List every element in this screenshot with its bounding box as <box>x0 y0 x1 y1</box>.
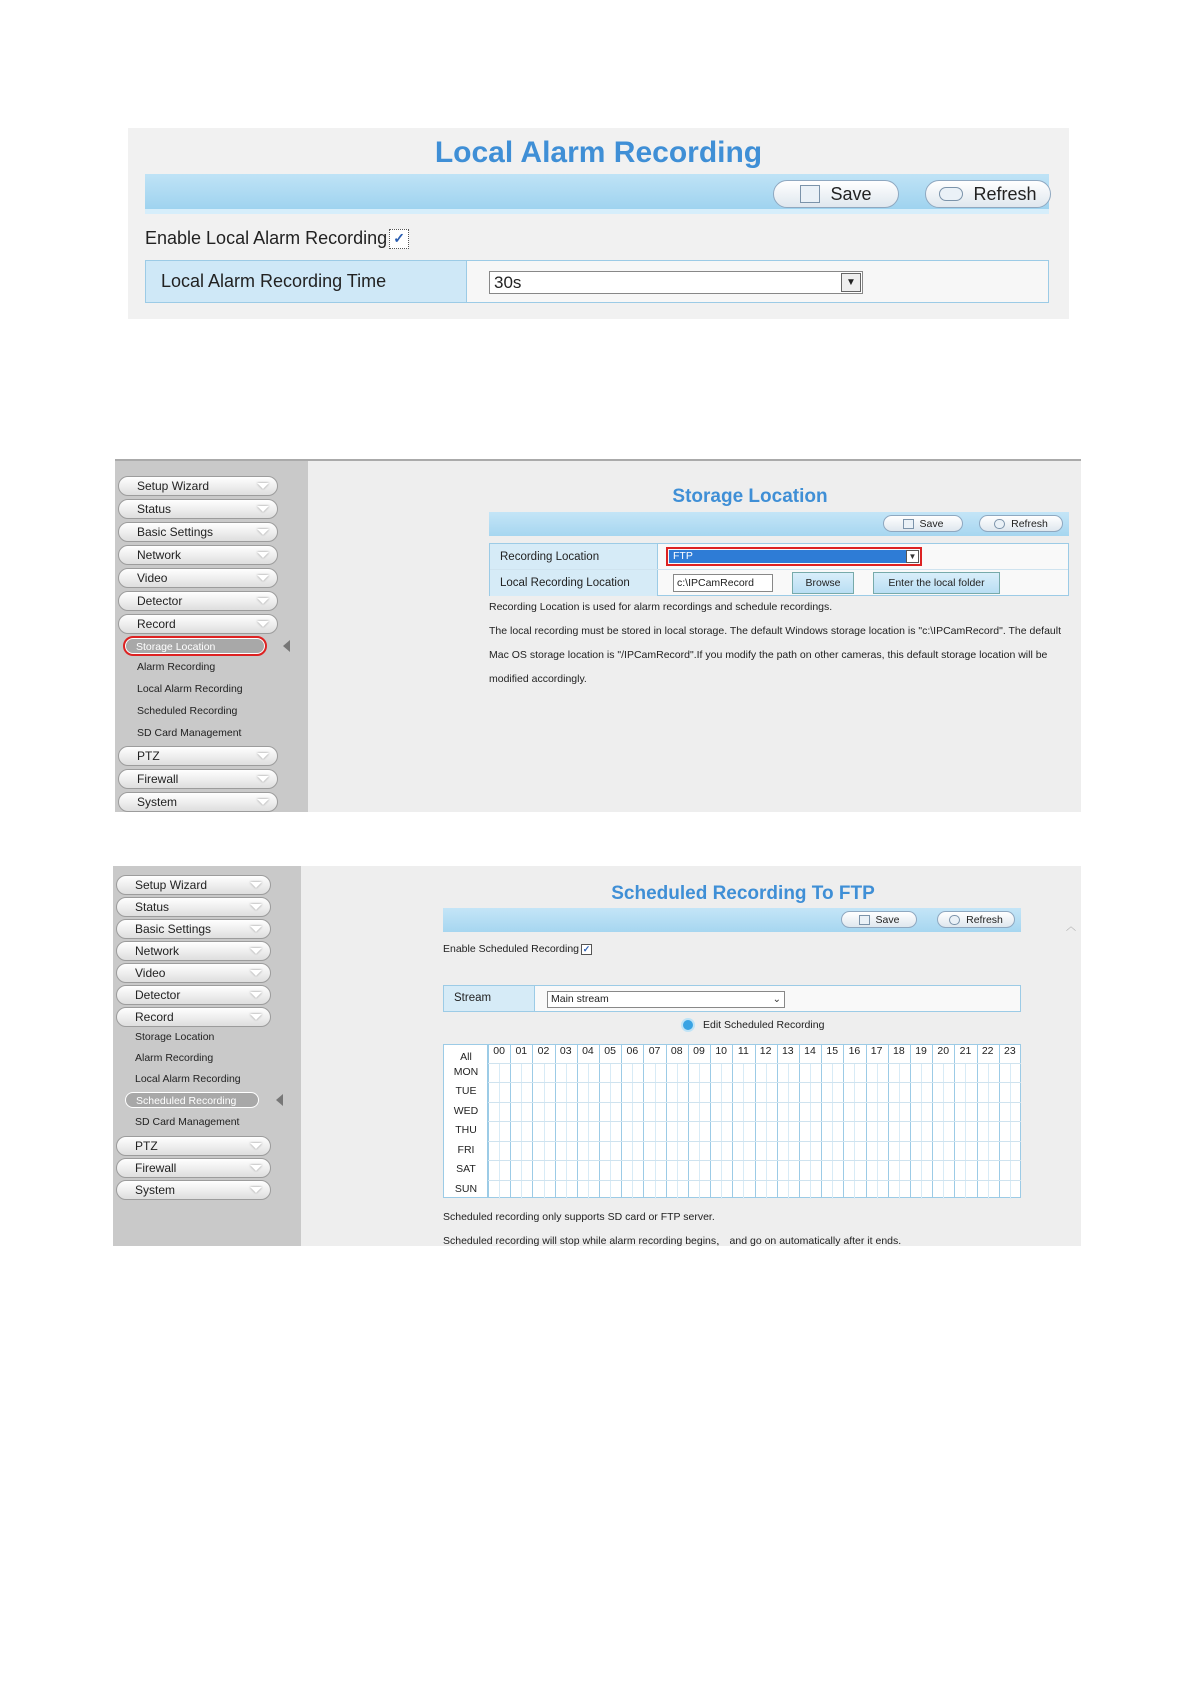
refresh-arrow-icon <box>949 915 960 925</box>
enable-label: Enable Local Alarm Recording <box>145 228 388 248</box>
menu-video[interactable] <box>118 568 278 588</box>
day-label[interactable]: FRI <box>457 1143 475 1156</box>
page-title: Scheduled Recording To FTP <box>611 883 875 904</box>
hour-label[interactable]: 02 <box>537 1045 550 1057</box>
chevron-down-icon <box>257 799 269 805</box>
menu-label: PTZ <box>137 749 160 763</box>
menu-basic-settings[interactable] <box>118 522 278 542</box>
menu-label: Basic Settings <box>135 922 212 936</box>
menu-firewall[interactable] <box>116 1158 271 1178</box>
enable-scheduled-recording-row <box>443 943 592 955</box>
hour-label[interactable]: 20 <box>937 1045 950 1057</box>
recording-location-value: FTP <box>673 550 693 562</box>
edit-scheduled-recording[interactable] <box>681 1018 824 1032</box>
hour-label[interactable]: 03 <box>559 1045 572 1057</box>
menu-firewall[interactable] <box>118 769 278 789</box>
submenu-storage-location[interactable]: Storage Location <box>125 638 265 654</box>
menu-label: Detector <box>135 988 181 1002</box>
menu-record[interactable] <box>118 614 278 634</box>
menu-label: Status <box>137 502 172 516</box>
hour-label[interactable]: 19 <box>915 1045 927 1057</box>
refresh-button[interactable] <box>937 911 1015 928</box>
chevron-down-icon[interactable]: ▼ <box>841 273 861 292</box>
menu-detector[interactable] <box>118 591 278 611</box>
menu-system[interactable] <box>118 792 278 812</box>
enter-local-folder-button[interactable]: Enter the local folder <box>873 572 1000 594</box>
stream-row <box>443 985 1021 1012</box>
chevron-down-icon[interactable]: ⌄ <box>772 994 781 1005</box>
grid-line <box>488 1102 1021 1103</box>
note-text: Recording Location is used for alarm recordings and schedule recordings. <box>489 601 833 613</box>
day-label[interactable]: THU <box>455 1124 477 1137</box>
enable-local-alarm-recording-row <box>145 228 409 249</box>
hour-label[interactable]: 08 <box>670 1045 683 1057</box>
submenu-alarm-recording[interactable]: Alarm Recording <box>137 661 216 673</box>
submenu-sd-card-management[interactable]: SD Card Management <box>137 727 242 739</box>
edit-label: Edit Scheduled Recording <box>703 1019 825 1031</box>
refresh-arrow-icon <box>994 519 1005 529</box>
stream-value: Main stream <box>551 993 609 1005</box>
menu-label: Firewall <box>137 772 179 786</box>
hour-label[interactable]: 07 <box>648 1045 661 1057</box>
save-label: Save <box>919 517 944 530</box>
hour-label[interactable]: 04 <box>582 1045 594 1057</box>
menu-label: Status <box>135 900 170 914</box>
toolbar <box>489 512 1069 536</box>
chevron-down-icon <box>250 1187 262 1193</box>
note-text: modified accordingly. <box>489 673 587 685</box>
recording-location-select[interactable] <box>666 547 922 566</box>
menu-system[interactable] <box>116 1180 271 1200</box>
chevron-down-icon[interactable]: ▼ <box>906 550 919 563</box>
chevron-down-icon <box>250 970 262 976</box>
hour-label[interactable]: 06 <box>626 1045 639 1057</box>
floppy-icon <box>800 185 820 203</box>
menu-label: Record <box>135 1010 174 1024</box>
submenu-storage-location[interactable]: Storage Location <box>135 1031 215 1043</box>
refresh-button[interactable] <box>979 515 1063 532</box>
menu-label: Video <box>135 966 166 980</box>
grid-line <box>488 1082 1021 1083</box>
schedule-grid[interactable] <box>443 1044 1021 1198</box>
menu-ptz[interactable] <box>118 746 278 766</box>
floppy-icon <box>903 519 914 529</box>
hour-label[interactable]: 14 <box>804 1045 816 1057</box>
chevron-down-icon <box>257 598 269 604</box>
toolbar <box>443 908 1021 932</box>
menu-ptz[interactable] <box>116 1136 271 1156</box>
menu-label: Setup Wizard <box>135 878 208 892</box>
note-text: The local recording must be stored in local storage. The default Windows storage location is "c:\IPCamRecord". The default <box>489 625 1062 637</box>
local-recording-location-row <box>490 570 1068 596</box>
recording-time-row <box>145 260 1049 303</box>
grid-line <box>488 1121 1021 1122</box>
day-column <box>444 1045 488 1197</box>
chevron-down-icon <box>257 552 269 558</box>
submenu-alarm-recording[interactable]: Alarm Recording <box>135 1052 214 1064</box>
page-title: Local Alarm Recording <box>434 136 763 169</box>
hour-label[interactable]: 05 <box>604 1045 616 1057</box>
menu-record[interactable] <box>116 1007 271 1027</box>
hour-label[interactable]: 17 <box>870 1045 883 1057</box>
page-title: Storage Location <box>672 486 828 507</box>
submenu-scheduled-recording[interactable]: Scheduled Recording <box>125 1092 259 1108</box>
local-recording-location-label: Local Recording Location <box>490 570 658 596</box>
hour-label[interactable]: 21 <box>959 1045 972 1057</box>
menu-status[interactable] <box>116 897 271 917</box>
save-button[interactable] <box>841 911 917 928</box>
refresh-label: Refresh <box>966 913 1003 926</box>
menu-network[interactable] <box>118 545 278 565</box>
refresh-label: Refresh <box>973 183 1037 204</box>
recording-location-label: Recording Location <box>490 544 658 569</box>
local-alarm-recording-panel <box>128 128 1069 319</box>
menu-detector[interactable] <box>116 985 271 1005</box>
menu-setup-wizard[interactable] <box>116 875 271 895</box>
day-label[interactable]: TUE <box>455 1085 477 1098</box>
refresh-arrow-icon <box>939 187 963 201</box>
toolbar <box>145 174 1049 214</box>
refresh-label: Refresh <box>1011 517 1048 530</box>
save-button[interactable] <box>883 515 963 532</box>
hour-label[interactable]: 09 <box>693 1045 705 1057</box>
chevron-down-icon <box>257 529 269 535</box>
enable-checkbox[interactable]: ✓ <box>389 229 409 249</box>
menu-status[interactable] <box>118 499 278 519</box>
day-label[interactable]: SAT <box>456 1163 476 1176</box>
menu-video[interactable] <box>116 963 271 983</box>
save-button[interactable] <box>773 180 899 208</box>
chevron-down-icon <box>257 621 269 627</box>
grid-line <box>488 1180 1021 1181</box>
refresh-button[interactable] <box>925 180 1051 208</box>
save-label: Save <box>875 913 900 926</box>
hour-label[interactable]: 23 <box>1004 1045 1016 1057</box>
menu-label: Video <box>137 571 168 585</box>
floppy-icon <box>859 915 870 925</box>
recording-time-value: 30s <box>494 273 522 292</box>
menu-label: PTZ <box>135 1139 158 1153</box>
menu-label: Record <box>137 617 176 631</box>
sidebar <box>115 461 308 812</box>
menu-network[interactable] <box>116 941 271 961</box>
menu-label: Setup Wizard <box>137 479 210 493</box>
day-label[interactable]: WED <box>453 1104 479 1117</box>
hour-label[interactable]: 10 <box>715 1045 728 1057</box>
hour-label[interactable]: 12 <box>759 1045 772 1057</box>
stream-label: Stream <box>444 986 535 1011</box>
save-label: Save <box>830 183 872 204</box>
hour-label[interactable]: 16 <box>848 1045 861 1057</box>
note-text: Scheduled recording will stop while alarm recording begins， and go on automatically after it ends. <box>443 1235 902 1246</box>
grid-line <box>488 1160 1021 1161</box>
recording-time-select[interactable] <box>489 271 863 294</box>
submenu-scheduled-recording[interactable]: Scheduled Recording <box>137 705 238 717</box>
hour-label[interactable]: 13 <box>781 1045 794 1057</box>
menu-basic-settings[interactable] <box>116 919 271 939</box>
selected-indicator-icon <box>276 1094 283 1106</box>
clock-icon <box>681 1018 695 1032</box>
chevron-down-icon <box>257 776 269 782</box>
menu-label: System <box>137 795 178 809</box>
menu-label: System <box>135 1183 176 1197</box>
grid-line <box>488 1141 1021 1142</box>
chevron-down-icon <box>250 904 262 910</box>
scheduled-recording-panel <box>113 866 1081 1246</box>
recording-location-row <box>490 544 1068 570</box>
menu-label: Detector <box>137 594 183 608</box>
storage-location-panel <box>115 459 1081 812</box>
menu-label: Firewall <box>135 1161 177 1175</box>
enable-checkbox[interactable]: ✓ <box>582 943 591 954</box>
submenu-sd-card-management[interactable]: SD Card Management <box>135 1116 240 1128</box>
local-path-input[interactable]: c:\IPCamRecord <box>673 574 773 592</box>
chevron-down-icon <box>250 1014 262 1020</box>
chevron-down-icon <box>250 992 262 998</box>
note-text: Mac OS storage location is "/IPCamRecord".If you modify the path on other cameras, this default storage location will be <box>489 649 1048 661</box>
recording-time-label: Local Alarm Recording Time <box>146 261 467 302</box>
sidebar <box>113 866 301 1246</box>
day-label[interactable]: MON <box>453 1066 479 1078</box>
select-all-button[interactable]: All <box>460 1051 472 1063</box>
selected-indicator-icon <box>283 640 290 652</box>
chevron-down-icon <box>257 753 269 759</box>
chevron-down-icon <box>250 882 262 888</box>
chevron-down-icon <box>257 575 269 581</box>
hour-label[interactable]: 11 <box>737 1045 749 1057</box>
submenu-local-alarm-recording[interactable]: Local Alarm Recording <box>137 683 243 695</box>
hour-label[interactable]: 18 <box>893 1045 905 1057</box>
chevron-down-icon <box>250 1143 262 1149</box>
hour-label[interactable]: 15 <box>826 1045 839 1057</box>
chevron-down-icon <box>257 506 269 512</box>
enable-label: Enable Scheduled Recording <box>443 943 580 955</box>
chevron-down-icon <box>250 948 262 954</box>
submenu-local-alarm-recording[interactable]: Local Alarm Recording <box>135 1073 241 1085</box>
day-label[interactable]: SUN <box>454 1182 478 1195</box>
grid-line <box>488 1063 1021 1064</box>
hour-label[interactable]: 01 <box>515 1045 528 1057</box>
menu-label: Network <box>135 944 180 958</box>
chevron-down-icon <box>250 926 262 932</box>
browse-button[interactable]: Browse <box>792 572 854 594</box>
menu-label: Network <box>137 548 182 562</box>
stream-select[interactable] <box>547 991 785 1008</box>
chevron-down-icon <box>250 1165 262 1171</box>
storage-settings-table <box>489 543 1069 596</box>
chevron-down-icon <box>257 483 269 489</box>
hour-label[interactable]: 22 <box>981 1045 994 1057</box>
menu-setup-wizard[interactable] <box>118 476 278 496</box>
hour-label[interactable]: 00 <box>493 1045 505 1057</box>
scroll-up-icon[interactable]: ︿ <box>1066 922 1076 933</box>
menu-label: Basic Settings <box>137 525 214 539</box>
note-text: Scheduled recording only supports SD card or FTP server. <box>443 1211 715 1223</box>
